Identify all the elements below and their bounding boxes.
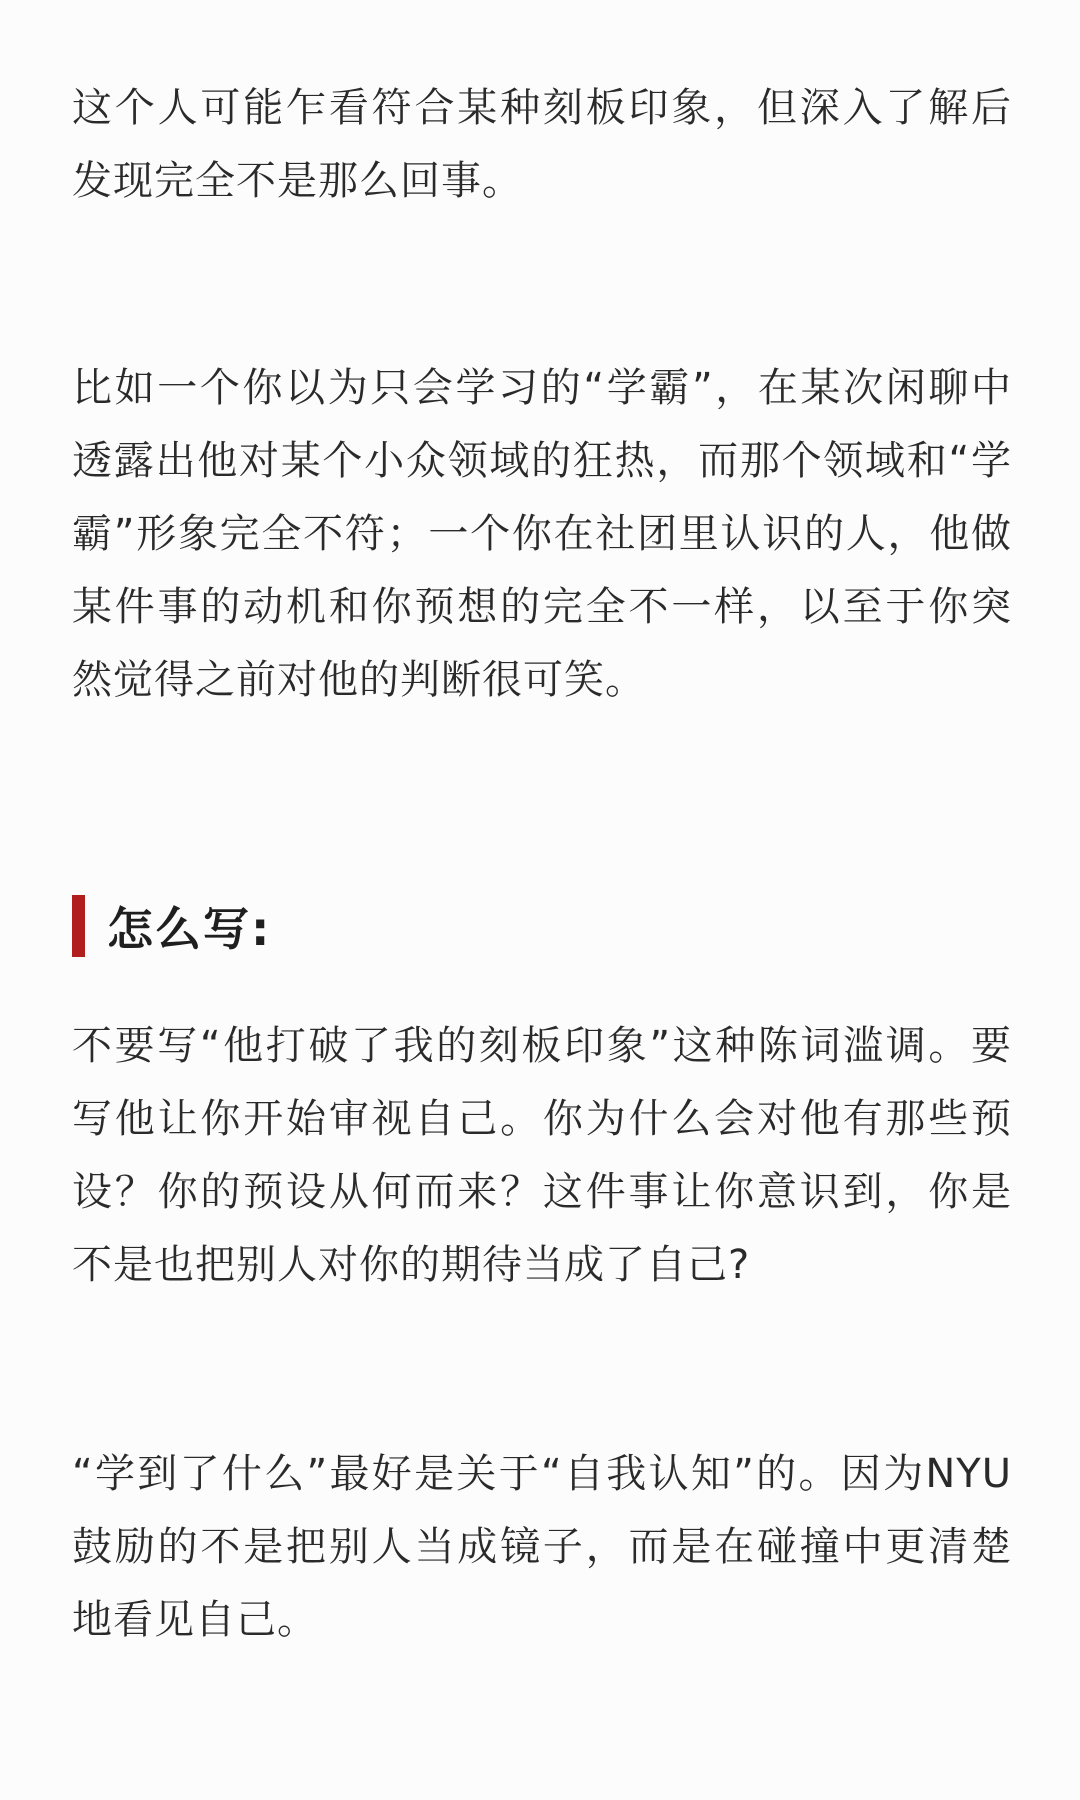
- paragraph-what-learned: “学到了什么”最好是关于“自我认知”的。因为NYU鼓励的不是把别人当成镜子，而是在碰撞中更清楚地看见自己。: [72, 1451, 1012, 1643]
- paragraph-how-to-write: 不要写“他打破了我的刻板印象”这种陈词滥调。要写他让你开始审视自己。你为什么会对他有那些预设？你的预设从何而来？这件事让你意识到，你是不是也把别人对你的期待当成了自己?: [72, 1023, 1012, 1288]
- paragraph-example: 比如一个你以为只会学习的“学霸”，在某次闲聊中透露出他对某个小众领域的狂热，而那个领域和“学霸”形象完全不符；一个你在社团里认识的人，他做某件事的动机和你预想的完全不一样，以至于你突然觉得之前对他的判断很可笑。: [72, 365, 1012, 703]
- heading-accent-bar: [72, 895, 85, 957]
- section-heading: [72, 895, 271, 957]
- section-heading-text: 怎么写:: [107, 902, 272, 956]
- paragraph-intro: 这个人可能乍看符合某种刻板印象，但深入了解后发现完全不是那么回事。: [72, 85, 1012, 204]
